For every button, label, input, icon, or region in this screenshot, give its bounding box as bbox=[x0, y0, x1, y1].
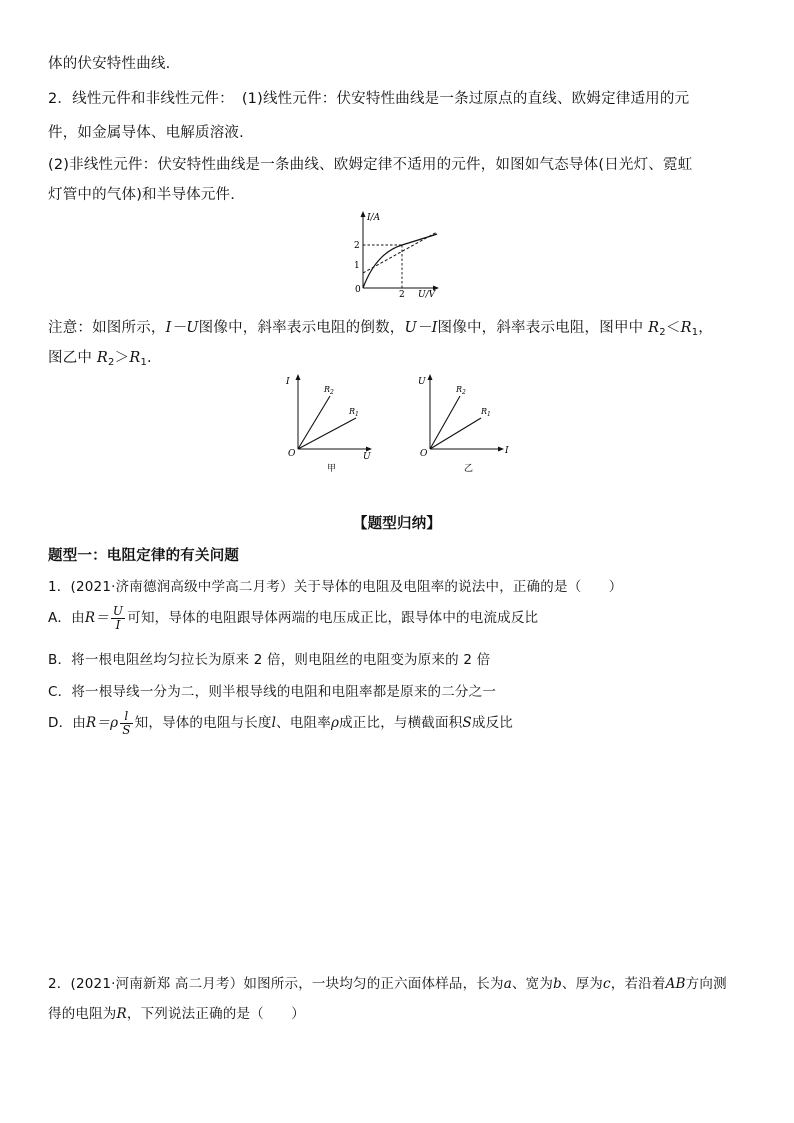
jia-origin: O bbox=[288, 449, 296, 459]
caption-jia: 甲 bbox=[327, 464, 337, 474]
graph-jia bbox=[285, 374, 372, 474]
note-line-1: 注意：如图所示，I－U图像中，斜率表示电阻的倒数，U－I图像中，斜率表示电阻，图甲中 $R_2<R_1$， bbox=[48, 320, 713, 338]
section-heading: 【题型归纳】 bbox=[352, 516, 442, 532]
note-line-2: 图乙中 $R_2>R_1$. bbox=[48, 350, 152, 368]
jia-r2-label: $R_2$ bbox=[324, 385, 334, 396]
text-line-1: 体的伏安特性曲线. bbox=[48, 56, 171, 72]
yi-r1-label: $R_1$ bbox=[481, 407, 491, 418]
q1-option-a: A．由R＝ $\frac{U}{I}$ 可知，导体的电阻跟导体两端的电压成正比，跟导体中的电流成反比 bbox=[48, 603, 539, 632]
yi-y-label: U bbox=[418, 377, 426, 387]
jia-y-label: I bbox=[286, 377, 290, 387]
iu-x-axis-label: U/V bbox=[418, 290, 436, 300]
yi-r2-label: $R_2$ bbox=[456, 385, 466, 396]
q1-option-d: D．由R＝ρ $\frac{l}{S}$ 知，导体的电阻与长度l、电阻率ρ成正比，与横截面积S成反比 bbox=[48, 708, 513, 737]
iu-y-axis-label: I/A bbox=[367, 213, 381, 223]
iu-x-tick-2: 2 bbox=[399, 290, 405, 300]
iu-origin-label: 0 bbox=[355, 285, 361, 295]
iu-y-tick-1: 1 bbox=[354, 261, 360, 271]
q1-option-b: B．将一根电阻丝均匀拉长为原来 2 倍，则电阻丝的电阻变为原来的 2 倍 bbox=[48, 652, 491, 668]
graph-yi bbox=[418, 374, 509, 474]
formula-l-over-s: $\frac{l}{S}$ bbox=[122, 708, 131, 737]
iu-y-tick-2: 2 bbox=[354, 241, 360, 251]
text-line-4: (2)非线性元件：伏安特性曲线是一条曲线、欧姆定律不适用的元件，如图如气态导体(日光灯、霓虹 bbox=[48, 157, 693, 173]
caption-yi: 乙 bbox=[464, 464, 474, 474]
text-line-5: 灯管中的气体)和半导体元件. bbox=[48, 187, 236, 203]
formula-u-over-i: $\frac{U}{I}$ bbox=[112, 603, 124, 632]
text-line-2: 2．线性元件和非线性元件： (1)线性元件：伏安特性曲线是一条过原点的直线、欧姆定律适用的元 bbox=[48, 91, 690, 107]
jia-x-label: U bbox=[363, 452, 371, 462]
jia-r1-label: $R_1$ bbox=[349, 407, 359, 418]
question-2-line-1: 2．(2021·河南新郑 高二月考）如图所示，一块均匀的正六面体样品，长为a、宽为b、厚为c，若沿着AB方向测 bbox=[48, 976, 727, 992]
yi-origin: O bbox=[420, 449, 428, 459]
text-line-3: 件，如金属导体、电解质溶液. bbox=[48, 125, 244, 141]
yi-x-label: I bbox=[505, 446, 509, 456]
q1-option-c: C．将一根导线一分为二，则半根导线的电阻和电阻率都是原来的二分之一 bbox=[48, 684, 497, 700]
iu-curve-figure bbox=[340, 208, 450, 300]
r-comparison-figure bbox=[280, 368, 520, 476]
question-1-stem: 1．(2021·济南德润高级中学高二月考）关于导体的电阻及电阻率的说法中，正确的是（ ） bbox=[48, 579, 623, 595]
section-subheading: 题型一：电阻定律的有关问题 bbox=[48, 548, 240, 564]
question-2-line-2: 得的电阻为R，下列说法正确的是（ ） bbox=[48, 1006, 305, 1022]
